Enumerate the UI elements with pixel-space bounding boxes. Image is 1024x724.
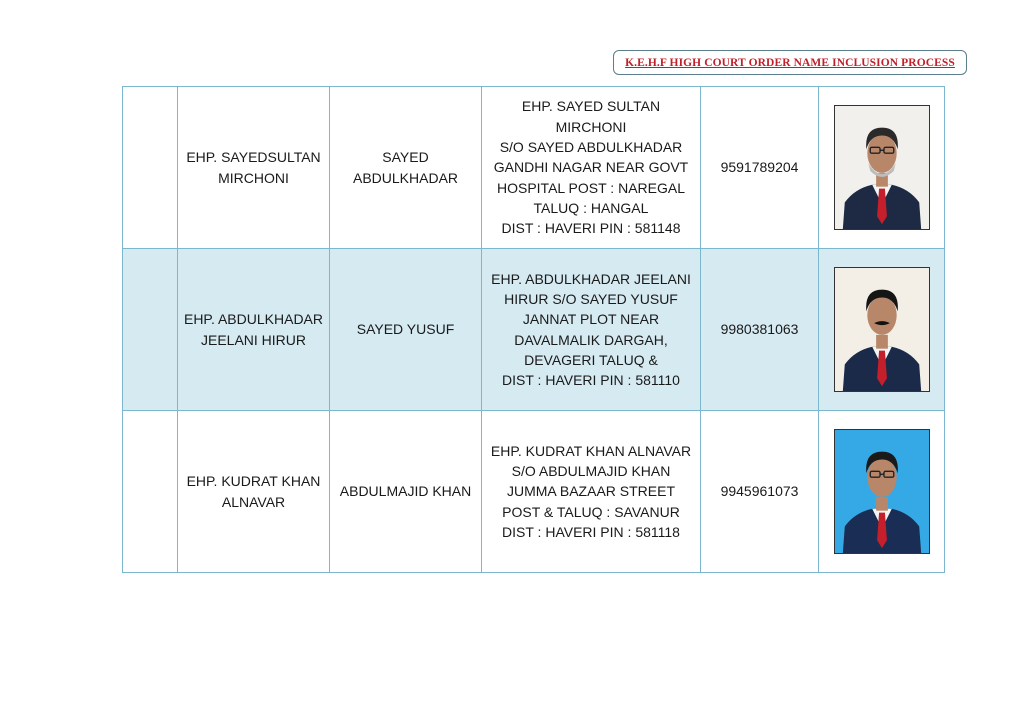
phone-cell [701,249,819,411]
address-line: EHP. SAYED SULTAN [521,98,661,115]
address-cell [482,87,701,249]
father-name-cell [330,87,482,249]
members-table [122,86,945,573]
address-line: JUMMA BAZAAR STREET [506,483,676,500]
document-title-box [613,50,967,75]
address-cell [482,411,701,573]
father-name-line: ABDULKHADAR [352,169,459,186]
serial-cell [123,87,178,249]
address-line: DAVALMALIK DARGAH, [514,331,668,348]
portrait-photo [834,267,930,392]
address-line: TALUQ : HANGAL [533,199,649,216]
serial-cell [123,411,178,573]
table-row [123,249,945,411]
father-name-cell [330,249,482,411]
address-line: DEVAGERI TALUQ & [524,351,658,368]
phone-number: 9980381063 [720,321,799,338]
table-row [123,411,945,573]
member-name-line: JEELANI HIRUR [200,331,307,348]
table-row [123,87,945,249]
portrait-photo [834,429,930,554]
address-line: EHP. KUDRAT KHAN ALNAVAR [490,442,692,459]
address-cell [482,249,701,411]
document-title: K.E.H.F HIGH COURT ORDER NAME INCLUSION PROCESS [625,56,955,69]
member-name-line: EHP. KUDRAT KHAN [186,473,321,490]
phone-cell [701,87,819,249]
father-name-cell [330,411,482,573]
address-line: HOSPITAL POST : NAREGAL [496,179,685,196]
photo-cell [819,249,945,411]
address-line: MIRCHONI [555,118,627,135]
address-line: S/O SAYED ABDULKHADAR [499,139,683,156]
member-name-cell [178,249,330,411]
member-name-cell [178,87,330,249]
father-name-line: SAYED [382,149,429,166]
serial-cell [123,249,178,411]
address-line: DIST : HAVERI PIN : 581118 [502,523,680,540]
father-name-line: SAYED YUSUF [356,321,455,338]
member-name-line: EHP. SAYEDSULTAN [186,149,321,166]
member-name-line: MIRCHONI [218,169,289,186]
photo-cell [819,87,945,249]
member-name-line: EHP. ABDULKHADAR [183,311,323,328]
phone-number: 9945961073 [720,483,799,500]
address-line: GANDHI NAGAR NEAR GOVT [493,159,689,176]
photo-cell [819,411,945,573]
member-name-cell [178,411,330,573]
phone-cell [701,411,819,573]
address-line: POST & TALUQ : SAVANUR [502,503,680,520]
member-name-line: ALNAVAR [221,493,286,510]
father-name-line: ABDULMAJID KHAN [339,483,472,500]
phone-number: 9591789204 [720,159,799,176]
address-line: DIST : HAVERI PIN : 581148 [501,220,681,237]
address-line: DIST : HAVERI PIN : 581110 [502,372,680,389]
address-line: S/O ABDULMAJID KHAN [511,463,671,480]
address-line: EHP. ABDULKHADAR JEELANI [491,270,691,287]
portrait-photo [834,105,930,230]
address-line: HIRUR S/O SAYED YUSUF [504,290,678,307]
address-line: JANNAT PLOT NEAR [522,311,660,328]
